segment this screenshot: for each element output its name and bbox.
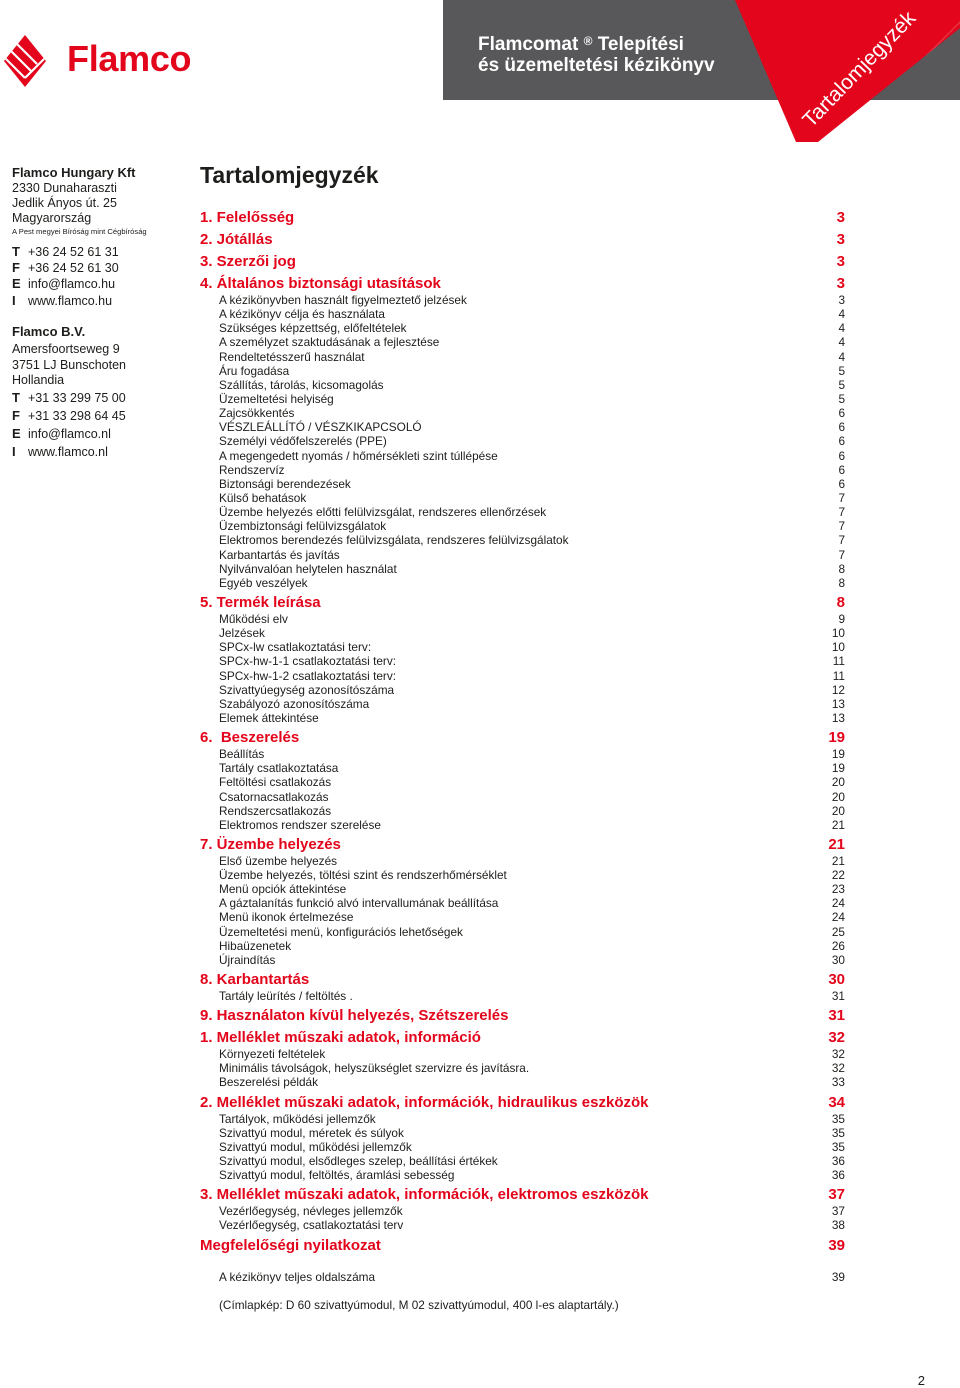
corner-tab-label: Tartalomjegyzék [798,6,921,132]
toc-subsection-label: Beállítás [219,747,265,762]
toc-subsection-page-number: 6 [838,462,845,477]
toc-subsection [200,697,845,711]
toc-subsection [200,711,845,725]
toc-subsection [200,1168,845,1182]
toc-section [200,209,845,227]
toc-subsection [200,477,845,491]
toc-section-label: 4. Általános biztonsági utasítások [200,275,441,292]
toc-subsection-label: A kézikönyv célja és használata [219,307,385,322]
toc-subsection [200,1061,845,1075]
toc-section-page-number: 3 [836,231,845,248]
toc-subsection [200,293,845,307]
toc-subsection-page-number: 37 [831,1204,845,1219]
address-line: Hollandia [12,373,65,388]
toc-subsection-page-number: 26 [831,938,845,953]
toc-section-label: 1. Felelősség [200,209,295,226]
product-name: Flamcomat [478,34,579,55]
toc-subsection-page-number: 6 [838,476,845,491]
toc-section [200,1186,845,1204]
toc-subsection-label: Jelzések [219,626,265,641]
toc-subsection-page-number: 9 [838,611,845,626]
toc-subsection-page-number: 7 [838,505,845,520]
toc-section [200,253,845,271]
toc-section-label: 3. Szerzői jog [200,253,296,270]
toc-subsection-page-number: 35 [831,1111,845,1126]
toc-subsection-page-number: 4 [838,307,845,322]
toc-subsection [200,989,845,1003]
toc-subsection [200,669,845,683]
toc-subsection-page-number: 6 [838,434,845,449]
toc-subsection-page-number: 6 [838,406,845,421]
toc-subsection-page-number: 24 [831,896,845,911]
toc-section [200,1094,845,1112]
toc-subsection [200,533,845,547]
toc-section-label: 1. Melléklet műszaki adatok, információ [200,1029,481,1047]
toc-subsection-label: Üzembiztonsági felülvizsgálatok [219,519,387,534]
toc-subsection-label: Szállítás, tárolás, kicsomagolás [219,377,384,392]
toc-subsection [200,868,845,882]
toc-subsection [200,1126,845,1140]
toc-subsection-page-number: 24 [831,910,845,925]
toc-subsection-label: Rendszercsatlakozás [219,803,332,818]
toc-subsection [200,378,845,392]
toc-subsection [200,612,845,626]
toc-subsection-label: VÉSZLEÁLLÍTÓ / VÉSZKIKAPCSOLÓ [219,420,422,435]
toc-section-page-number: 31 [828,1007,845,1025]
toc-subsection-page-number: 22 [831,868,845,883]
toc-subsection-page-number: 38 [831,1218,845,1233]
toc-subsection-label: Zajcsökkentés [219,406,295,421]
contact-email [12,425,192,443]
toc-subsection [200,505,845,519]
toc-subsection [200,953,845,967]
toc-subsection-page-number: 23 [831,882,845,897]
toc-section [200,1237,845,1255]
title-line-2: és üzemeltetési kézikönyv [478,55,715,76]
toc-subsection-page-number: 10 [831,626,845,641]
toc-section-label: 9. Használaton kívül helyezés, Szétszerelés [200,1007,509,1025]
toc-subsection [200,775,845,789]
toc-section-page-number: 39 [828,1236,845,1254]
toc-subsection [200,307,845,321]
toc-subsection [200,1204,845,1218]
corner-tab [700,0,960,150]
toc-subsection [200,626,845,640]
company-name: Flamco B.V. [12,324,86,339]
toc-subsection [200,761,845,775]
toc-subsection-label: Vezérlőegység, névleges jellemzők [219,1204,403,1219]
flamco-logo-icon [3,34,47,88]
toc-section-page-number: 3 [836,275,845,292]
toc-section-label: 6. Beszerelés [200,729,300,747]
toc-subsection-page-number: 3 [838,293,845,307]
toc-subsection [200,335,845,349]
toc-section-label: 3. Melléklet műszaki adatok, információk, elektromos eszközök [200,1186,649,1204]
address-line: Magyarország [12,211,92,226]
contact-key: F [12,260,20,276]
toc-subsection-label: Egyéb veszélyek [219,575,308,590]
toc-subsection-page-number: 35 [831,1139,845,1154]
toc-section-page-number: 21 [828,835,845,853]
toc-subsection-label: A gáztalanítás funkció alvó intervallumának beállítása [219,896,499,911]
toc-subsection-label: Szabályozó azonosítószáma [219,696,370,711]
toc-subsection-label: Elektromos rendszer szerelése [219,817,381,832]
toc-subsection-label: Tartályok, működési jellemzők [219,1111,376,1126]
toc-subsection-page-number: 20 [831,775,845,790]
contact-list [12,244,192,309]
toc-subsection-page-number: 21 [831,817,845,832]
toc-subsection-page-number: 6 [838,448,845,463]
contact-website [12,443,192,461]
toc-subsection-label: Üzemeltetési helyiség [219,391,334,406]
toc-subsection-label: Biztonsági berendezések [219,476,351,491]
address-line: 2330 Dunaharaszti [12,181,117,195]
title-line-1 [478,35,715,56]
page-title: Tartalomjegyzék [200,162,379,188]
toc-subsection-page-number: 7 [838,490,845,505]
contact-value: www.flamco.hu [28,293,113,308]
toc-subsection-label: Személyi védőfelszerelés (PPE) [219,434,387,449]
toc-subsection [200,548,845,562]
document-title [478,35,715,76]
toc-subsection [200,434,845,448]
toc-subsection-page-number: 32 [831,1047,845,1062]
toc-subsection-label: Újraindítás [219,952,276,967]
toc-section [200,971,845,989]
toc-subsection-label: Nyilvánvalóan helytelen használat [219,561,397,576]
toc-subsection-label: Szivattyú modul, méretek és súlyok [219,1125,404,1140]
toc-subsection-label: Csatornacsatlakozás [219,789,329,804]
address-line: Amersfoortseweg 9 [12,342,120,357]
toc-subsection-label: Beszerelési példák [219,1075,319,1090]
title-word: Telepítési [597,34,684,55]
toc-subsection-page-number: 36 [831,1154,845,1169]
toc-section [200,231,845,249]
toc-section-label: 2. Melléklet műszaki adatok, információk, hidraulikus eszközök [200,1093,649,1111]
brand-logo-text: Flamco [67,38,192,79]
toc-subsection [200,939,845,953]
toc-subsection-label: A kézikönyvben használt figyelmeztető jelzések [219,293,467,307]
toc-subsection-page-number: 12 [831,682,845,697]
contact-value: +31 33 299 75 00 [28,390,126,405]
toc-subsection [200,321,845,335]
toc-subsection-label: Vezérlőegység, csatlakoztatási terv [219,1218,404,1233]
toc-subsection [200,491,845,505]
toc-section-page-number: 8 [836,593,845,611]
toc-subsection-label: Menü opciók áttekintése [219,882,347,897]
toc-subsection-label: Tartály leürítés / feltöltés . [219,989,353,1004]
toc-section-label: 2. Jótállás [200,231,273,248]
toc-section-page-number: 34 [828,1093,845,1111]
toc-subsection [200,910,845,924]
toc-subsection [200,1154,845,1168]
toc-subsection [200,463,845,477]
toc-subsection-page-number: 31 [831,989,845,1004]
toc-subsection [200,519,845,533]
toc-subsection-page-number: 7 [838,519,845,534]
toc-section-page-number: 30 [828,971,845,989]
toc-subsection [200,683,845,697]
toc-subsection [200,1140,845,1154]
page-number: 2 [917,1373,925,1388]
toc-subsection [200,747,845,761]
toc-subsection [200,640,845,654]
toc-subsection-page-number: 13 [831,710,845,725]
toc-subsection-page-number: 7 [838,547,845,562]
contact-key: I [12,292,16,308]
toc-subsection-label: A személyzet szaktudásának a fejlesztése [219,335,440,350]
toc-subsection [200,576,845,590]
contact-phone [12,389,192,407]
toc-subsection-label: Elektromos berendezés felülvizsgálata, rendszeres felülvizsgálatok [219,533,569,548]
toc-subsection-label: Rendszervíz [219,462,285,477]
contact-fax [12,260,192,276]
toc-subsection-label: Üzemeltetési menü, konfigurációs lehetőségek [219,924,463,939]
toc-subsection-page-number: 4 [838,321,845,336]
toc-subsection-page-number: 30 [831,952,845,967]
toc-subsection-page-number: 19 [831,747,845,762]
total-pages-row [219,1270,845,1284]
toc-list [200,209,845,1255]
toc-subsection [200,896,845,910]
toc-subsection-page-number: 36 [831,1168,845,1183]
toc-subsection-page-number: 19 [831,761,845,776]
toc-subsection-page-number: 4 [838,335,845,350]
contact-block-netherlands [12,324,192,461]
toc-subsection-page-number: 5 [838,377,845,392]
toc-subsection [200,790,845,804]
contact-value: +36 24 52 61 30 [28,261,119,276]
company-name: Flamco Hungary Kft [12,165,136,180]
toc-subsection-label: Elemek áttekintése [219,710,319,725]
contact-key: T [12,243,20,259]
toc-subsection-page-number: 21 [831,853,845,868]
contact-value: +31 33 298 64 45 [28,408,126,423]
toc-section-page-number: 19 [828,729,845,747]
toc-subsection-page-number: 8 [838,561,845,576]
toc-subsection-label: Szükséges képzettség, előfeltételek [219,321,407,336]
toc-subsection-label: Szivattyú modul, feltöltés, áramlási sebesség [219,1168,455,1183]
contact-list [12,389,192,461]
toc-section-page-number: 32 [828,1029,845,1047]
toc-section [200,836,845,854]
toc-subsection-page-number: 11 [832,654,845,669]
toc-subsection-label: Minimális távolságok, helyszükséglet szervizre és javításra. [219,1061,530,1076]
toc-section-label: Megfelelőségi nyilatkozat [200,1236,381,1254]
toc-section [200,1029,845,1047]
toc-subsection-page-number: 13 [831,696,845,711]
contact-block-hungary [12,165,192,309]
contact-value: +36 24 52 61 31 [28,244,119,259]
toc-section-label: 8. Karbantartás [200,971,310,989]
contact-key: E [12,425,21,441]
toc-section-page-number: 3 [836,253,845,270]
toc-subsection-label: Tartály csatlakoztatása [219,761,339,776]
toc-subsection-page-number: 4 [838,349,845,364]
toc-subsection-label: Karbantartás és javítás [219,547,340,562]
total-pages-value: 39 [831,1270,845,1284]
court-note: A Pest megyei Bíróság mint Cégbíróság [12,226,147,236]
toc-subsection [200,1075,845,1089]
toc-subsection-page-number: 11 [832,668,845,683]
toc-subsection [200,1047,845,1061]
total-pages-label: A kézikönyv teljes oldalszáma [219,1270,376,1284]
toc-subsection [200,818,845,832]
toc-subsection [200,406,845,420]
cover-image-note: (Címlapkép: D 60 szivattyúmodul, M 02 szivattyúmodul, 400 l-es alaptartály.) [219,1298,619,1312]
toc-subsection-label: Szivattyú modul, elsődleges szelep, beállítási értékek [219,1154,498,1169]
toc-subsection-page-number: 5 [838,391,845,406]
toc-subsection [200,392,845,406]
toc-subsection-label: Környezeti feltételek [219,1047,326,1062]
address-line: 3751 LJ Bunschoten [12,357,126,372]
toc-subsection-label: SPCx-hw-1-2 csatlakoztatási terv: [219,668,397,683]
toc-subsection-page-number: 10 [831,640,845,655]
toc-subsection-page-number: 6 [838,420,845,435]
contact-key: E [12,276,21,292]
toc-subsection [200,420,845,434]
toc-subsection-label: Szivattyú modul, működési jellemzők [219,1139,412,1154]
toc-subsection-label: Menü ikonok értelmezése [219,910,354,925]
toc-subsection-label: Külső behatások [219,490,307,505]
address-block [12,342,192,389]
toc-subsection-label: Szivattyúegység azonosítószáma [219,682,395,697]
toc-subsection-label: Áru fogadása [219,363,290,378]
toc-subsection-page-number: 20 [831,803,845,818]
contact-key: I [12,443,16,459]
toc-subsection [200,854,845,868]
toc-subsection [200,350,845,364]
toc-section-label: 5. Termék leírása [200,593,321,611]
toc-subsection-page-number: 35 [831,1125,845,1140]
toc-subsection [200,882,845,896]
toc-subsection-page-number: 25 [831,924,845,939]
toc-section-label: 7. Üzembe helyezés [200,835,341,853]
toc-subsection-page-number: 7 [838,533,845,548]
toc-subsection [200,654,845,668]
toc-subsection-page-number: 8 [838,575,845,590]
registered-mark: ® [583,34,593,48]
toc-section-page-number: 37 [828,1186,845,1204]
contact-fax [12,407,192,425]
toc-subsection-label: SPCx-hw-1-1 csatlakoztatási terv: [219,654,397,669]
contact-phone [12,244,192,260]
contact-value: www.flamco.nl [28,444,108,459]
toc-subsection-page-number: 20 [831,789,845,804]
toc-section [200,729,845,747]
toc-subsection-label: SPCx-lw csatlakoztatási terv: [219,640,372,655]
toc-subsection-label: Feltöltési csatlakozás [219,775,332,790]
toc-subsection [200,449,845,463]
toc-subsection-label: Első üzembe helyezés [219,853,338,868]
toc-subsection [200,1112,845,1126]
toc-section [200,275,845,293]
contact-key: T [12,389,20,405]
toc-subsection [200,804,845,818]
toc-subsection [200,562,845,576]
contact-value: info@flamco.nl [28,426,111,441]
toc-subsection-label: Üzembe helyezés előtti felülvizsgálat, rendszeres ellenőrzések [219,505,547,520]
contact-website [12,293,192,309]
toc-section-page-number: 3 [836,209,845,226]
contact-key: F [12,407,20,423]
toc-subsection [200,1218,845,1232]
toc-subsection [200,364,845,378]
toc-section [200,1007,845,1025]
toc-subsection [200,925,845,939]
toc-subsection-page-number: 5 [838,363,845,378]
contact-value: info@flamco.hu [28,277,116,292]
contact-email [12,276,192,292]
toc-section [200,594,845,612]
toc-subsection-label: Üzembe helyezés, töltési szint és rendszerhőmérséklet [219,868,507,883]
toc-subsection-page-number: 33 [831,1075,845,1090]
toc-subsection-label: Rendeltetésszerű használat [219,349,365,364]
toc-subsection-label: Hibaüzenetek [219,938,292,953]
toc-subsection-label: Működési elv [219,611,288,626]
toc-subsection-label: A megengedett nyomás / hőmérsékleti szint túllépése [219,448,498,463]
address-line: Jedlik Ányos út. 25 [12,196,117,211]
toc-subsection-page-number: 32 [831,1061,845,1076]
